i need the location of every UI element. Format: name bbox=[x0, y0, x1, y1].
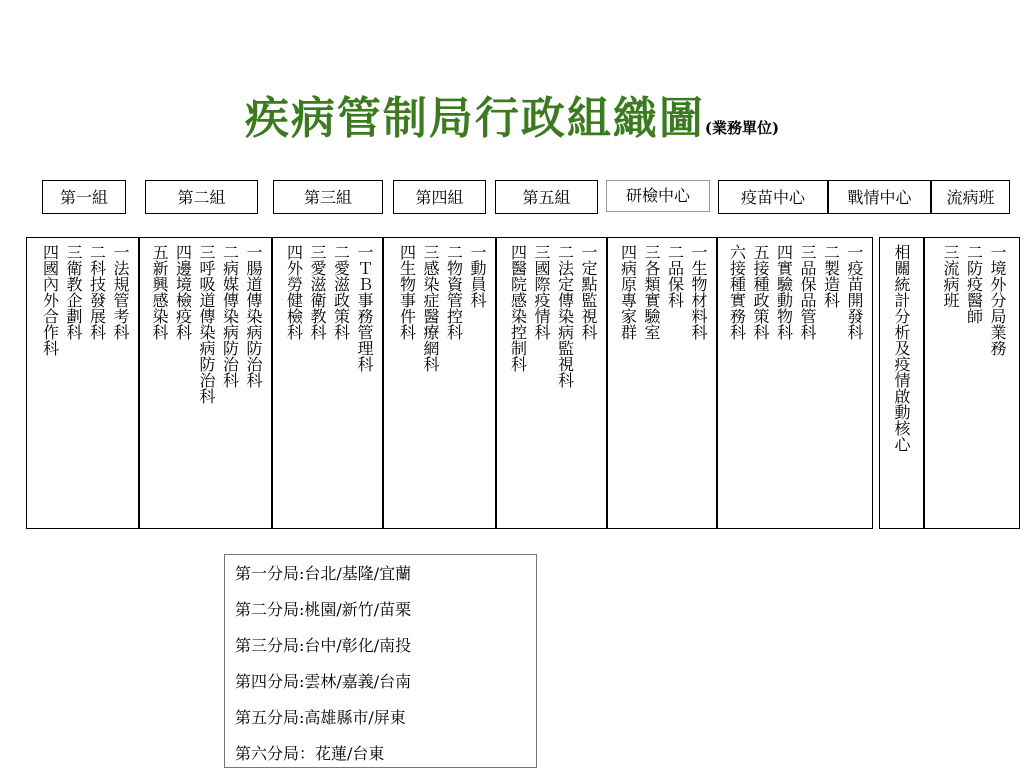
section-item: 四國內外合作科 bbox=[40, 244, 60, 356]
section-item: 三感染症醫療網科 bbox=[421, 244, 440, 372]
unit-box-vaccine-center bbox=[717, 237, 873, 529]
unit-box-group2 bbox=[139, 237, 272, 529]
branch-legend bbox=[224, 554, 537, 768]
section-list bbox=[725, 244, 866, 340]
section-item: 三衛教企劃科 bbox=[64, 244, 83, 340]
section-list bbox=[282, 244, 376, 372]
unit-header-vaccine-center: 疫苗中心 bbox=[718, 180, 828, 214]
section-item: 六接種實務科 bbox=[727, 244, 747, 340]
page-title: 疾病管制局行政組織圖 bbox=[244, 93, 705, 144]
unit-header-group5: 第五組 bbox=[495, 180, 598, 214]
section-list bbox=[890, 244, 914, 452]
section-item: 二愛滋政策科 bbox=[331, 244, 351, 340]
unit-header-command-center: 戰情中心 bbox=[828, 180, 931, 214]
unit-header-group4: 第四組 bbox=[393, 180, 486, 214]
section-item: 四外勞健檢科 bbox=[284, 244, 304, 340]
unit-box-group3 bbox=[272, 237, 383, 529]
chart-title bbox=[0, 82, 1024, 146]
branch-item: 第四分局:雲林/嘉義/台南 bbox=[235, 672, 412, 691]
section-item: 二科技發展科 bbox=[87, 244, 107, 340]
branch-item: 第六分局：花蓮/台東 bbox=[235, 744, 385, 763]
section-item: 一法規管考科 bbox=[111, 244, 130, 340]
section-item: 一ＴＢ事務管理科 bbox=[355, 244, 374, 372]
section-item: 二物資管控科 bbox=[444, 244, 464, 340]
section-item: 一腸道傳染病防治科 bbox=[244, 244, 263, 388]
section-item: 五接種政策科 bbox=[751, 244, 770, 340]
section-item: 四醫院感染控制科 bbox=[508, 244, 528, 372]
section-list bbox=[506, 244, 600, 388]
branch-item: 第一分局:台北/基隆/宜蘭 bbox=[235, 564, 412, 583]
section-item: 一生物材料科 bbox=[689, 244, 708, 340]
section-list bbox=[939, 244, 1010, 356]
branch-item: 第五分局:高雄縣市/屏東 bbox=[235, 708, 406, 727]
section-list bbox=[395, 244, 489, 372]
unit-box-lab-center bbox=[607, 237, 717, 529]
section-item: 三各類實驗室 bbox=[642, 244, 661, 340]
section-item: 四邊境檢疫科 bbox=[173, 244, 193, 340]
section-item: 四病原專家群 bbox=[618, 244, 638, 340]
section-item: 二病媒傳染病防治科 bbox=[220, 244, 240, 388]
branch-item: 第二分局:桃園/新竹/苗栗 bbox=[235, 600, 412, 619]
unit-box-group4 bbox=[383, 237, 496, 529]
section-item: 四實驗動物科 bbox=[774, 244, 794, 340]
section-item: 一動員科 bbox=[468, 244, 487, 308]
section-item: 二防疫醫師 bbox=[964, 244, 984, 324]
section-item: 一境外分局業務 bbox=[988, 244, 1007, 356]
unit-header-group1: 第一組 bbox=[42, 180, 126, 214]
section-item: 五新興感染科 bbox=[150, 244, 169, 340]
section-item: 三國際疫情科 bbox=[532, 244, 551, 340]
section-item: 一定點監視科 bbox=[579, 244, 598, 340]
branch-item: 第三分局:台中/彰化/南投 bbox=[235, 636, 412, 655]
unit-header-group3: 第三組 bbox=[273, 180, 383, 214]
section-item: 二品保科 bbox=[665, 244, 685, 308]
section-list bbox=[616, 244, 710, 340]
page-subtitle: (業務單位) bbox=[704, 119, 780, 137]
section-item: 三愛滋衛教科 bbox=[308, 244, 327, 340]
section-item: 四生物事件科 bbox=[397, 244, 417, 340]
section-list bbox=[148, 244, 266, 404]
unit-box-group5 bbox=[496, 237, 607, 529]
unit-header-group2: 第二組 bbox=[145, 180, 258, 214]
unit-header-epi-service: 流病班 bbox=[931, 180, 1010, 214]
section-item: 一疫苗開發科 bbox=[845, 244, 864, 340]
unit-box-command-center bbox=[879, 237, 924, 529]
unit-box-group1 bbox=[26, 237, 139, 529]
unit-header-lab-center: 研檢中心 bbox=[606, 180, 710, 212]
unit-box-epi-service bbox=[924, 237, 1020, 529]
section-list bbox=[38, 244, 132, 356]
section-item: 相關統計分析及疫情啟動核心 bbox=[892, 244, 911, 452]
section-item: 三品保品管科 bbox=[798, 244, 817, 340]
section-item: 二製造科 bbox=[821, 244, 841, 308]
section-item: 二法定傳染病監視科 bbox=[555, 244, 575, 388]
section-item: 三流病班 bbox=[941, 244, 960, 308]
section-item: 三呼吸道傳染病防治科 bbox=[197, 244, 216, 404]
